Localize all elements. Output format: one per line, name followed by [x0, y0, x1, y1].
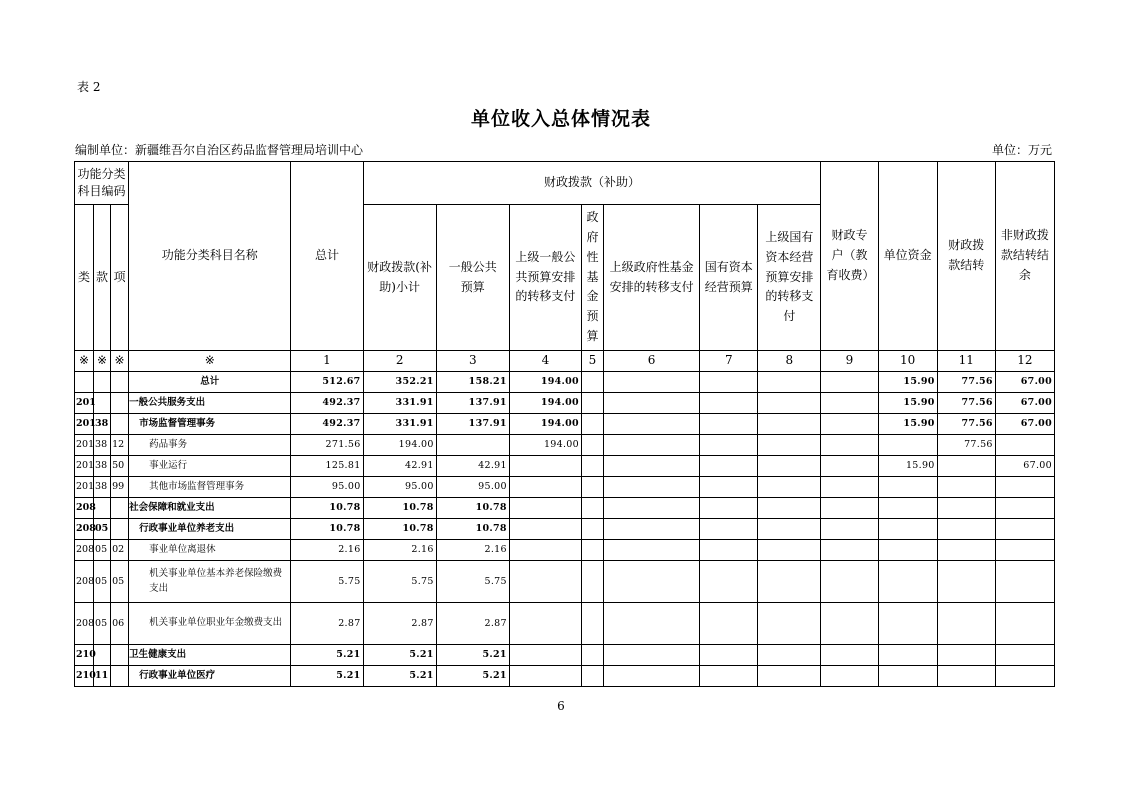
amount-cell — [821, 435, 878, 456]
code-kuan-cell: 11 — [94, 666, 111, 687]
table-row — [75, 456, 1055, 477]
amount-cell — [758, 540, 821, 561]
subject-name-cell: 药品事务 — [129, 435, 291, 456]
amount-cell: 194.00 — [509, 435, 581, 456]
amount-cell — [878, 477, 937, 498]
income-table — [74, 161, 1055, 687]
amount-cell — [937, 498, 995, 519]
code-xiang-cell — [111, 519, 129, 540]
amount-cell — [509, 603, 581, 645]
code-lei-cell: 208 — [75, 561, 94, 603]
header-kuan: 款 — [94, 205, 111, 351]
amount-cell: 10.78 — [436, 498, 509, 519]
amount-cell — [700, 645, 758, 666]
amount-cell — [995, 477, 1054, 498]
amount-cell — [604, 666, 700, 687]
amount-cell — [700, 561, 758, 603]
header-general-budget: 一般公共预算 — [436, 205, 509, 351]
amount-cell — [821, 603, 878, 645]
amount-cell — [821, 540, 878, 561]
amount-cell: 15.90 — [878, 372, 937, 393]
amount-cell: 352.21 — [363, 372, 436, 393]
code-lei-cell: 210 — [75, 666, 94, 687]
currency-unit: 单位：万元 — [991, 143, 1052, 157]
amount-cell — [604, 393, 700, 414]
subject-name-cell: 行政事业单位医疗 — [129, 666, 291, 687]
amount-cell — [758, 477, 821, 498]
amount-cell — [821, 645, 878, 666]
amount-cell — [821, 372, 878, 393]
amount-cell — [604, 540, 700, 561]
column-index-cell: 6 — [604, 351, 700, 372]
code-xiang-cell — [111, 372, 129, 393]
column-index-cell: 9 — [821, 351, 878, 372]
code-lei-cell: 201 — [75, 393, 94, 414]
header-upper-general-transfer: 上级一般公共预算安排的转移支付 — [509, 205, 581, 351]
amount-cell — [509, 519, 581, 540]
amount-cell: 5.75 — [436, 561, 509, 603]
amount-cell: 67.00 — [995, 456, 1054, 477]
amount-cell — [604, 456, 700, 477]
subject-name-cell: 机关事业单位基本养老保险缴费支出 — [129, 561, 291, 603]
code-xiang-cell — [111, 666, 129, 687]
amount-cell — [700, 477, 758, 498]
subject-name-cell: 一般公共服务支出 — [129, 393, 291, 414]
header-total: 总计 — [291, 162, 363, 351]
amount-cell — [604, 414, 700, 435]
table-row — [75, 540, 1055, 561]
amount-cell: 10.78 — [291, 519, 363, 540]
amount-cell: 2.16 — [363, 540, 436, 561]
amount-cell — [581, 372, 603, 393]
amount-cell — [604, 435, 700, 456]
code-kuan-cell: 38 — [94, 456, 111, 477]
amount-cell: 2.87 — [291, 603, 363, 645]
code-kuan-cell — [94, 645, 111, 666]
amount-cell — [937, 603, 995, 645]
subject-name-cell: 行政事业单位养老支出 — [129, 519, 291, 540]
amount-cell — [581, 498, 603, 519]
amount-cell: 77.56 — [937, 414, 995, 435]
header-code-group: 功能分类科目编码 — [75, 162, 129, 205]
header-state-capital: 国有资本经营预算 — [700, 205, 758, 351]
subject-name-cell: 其他市场监督管理事务 — [129, 477, 291, 498]
amount-cell — [509, 540, 581, 561]
amount-cell: 15.90 — [878, 414, 937, 435]
amount-cell — [995, 645, 1054, 666]
amount-cell — [821, 414, 878, 435]
amount-cell — [581, 456, 603, 477]
amount-cell: 5.75 — [363, 561, 436, 603]
amount-cell: 194.00 — [509, 372, 581, 393]
subject-name-cell: 机关事业单位职业年金缴费支出 — [129, 603, 291, 645]
amount-cell — [700, 498, 758, 519]
amount-cell — [604, 498, 700, 519]
amount-cell — [700, 414, 758, 435]
code-kuan-cell: 05 — [94, 561, 111, 603]
amount-cell: 67.00 — [995, 372, 1054, 393]
column-index-cell: 5 — [581, 351, 603, 372]
amount-cell — [436, 435, 509, 456]
amount-cell — [758, 372, 821, 393]
amount-cell — [758, 561, 821, 603]
page-title: 单位收入总体情况表 — [470, 108, 651, 130]
amount-cell — [509, 645, 581, 666]
table-row — [75, 372, 1055, 393]
amount-cell — [937, 477, 995, 498]
code-lei-cell: 201 — [75, 435, 94, 456]
amount-cell: 2.16 — [291, 540, 363, 561]
compiling-unit: 编制单位：新疆维吾尔自治区药品监督管理局培训中心 — [75, 143, 364, 157]
code-kuan-cell: 38 — [94, 435, 111, 456]
amount-cell — [581, 519, 603, 540]
amount-cell: 194.00 — [509, 414, 581, 435]
header-unit-funds: 单位资金 — [878, 162, 937, 351]
page-number: 6 — [557, 699, 565, 713]
header-upper-state-capital-transfer: 上级国有资本经营预算安排的转移支付 — [758, 205, 821, 351]
amount-cell: 512.67 — [291, 372, 363, 393]
amount-cell — [995, 540, 1054, 561]
amount-cell — [878, 519, 937, 540]
table-row — [75, 666, 1055, 687]
amount-cell — [509, 477, 581, 498]
header-gov-fund-budget: 政府性基金预算 — [581, 205, 603, 351]
amount-cell — [878, 666, 937, 687]
amount-cell: 331.91 — [363, 414, 436, 435]
amount-cell — [581, 561, 603, 603]
amount-cell — [758, 645, 821, 666]
code-kuan-cell: 38 — [94, 414, 111, 435]
amount-cell — [878, 603, 937, 645]
amount-cell — [937, 666, 995, 687]
table-row — [75, 393, 1055, 414]
code-xiang-cell — [111, 393, 129, 414]
amount-cell — [878, 435, 937, 456]
column-index-cell: 2 — [363, 351, 436, 372]
code-lei-cell: 208 — [75, 603, 94, 645]
code-kuan-cell — [94, 393, 111, 414]
amount-cell — [604, 477, 700, 498]
amount-cell — [821, 561, 878, 603]
table-label: 表 2 — [77, 80, 101, 94]
table-row — [75, 414, 1055, 435]
amount-cell: 2.87 — [363, 603, 436, 645]
amount-cell — [937, 561, 995, 603]
column-index-cell: 3 — [436, 351, 509, 372]
amount-cell: 331.91 — [363, 393, 436, 414]
code-xiang-cell: 99 — [111, 477, 129, 498]
column-index-cell: 10 — [878, 351, 937, 372]
amount-cell — [821, 456, 878, 477]
amount-cell — [581, 666, 603, 687]
amount-cell — [700, 456, 758, 477]
header-fiscal-subtotal: 财政拨款(补助)小计 — [363, 205, 436, 351]
amount-cell — [700, 372, 758, 393]
amount-cell: 10.78 — [363, 498, 436, 519]
amount-cell — [878, 498, 937, 519]
amount-cell: 125.81 — [291, 456, 363, 477]
column-index-cell: ※ — [129, 351, 291, 372]
amount-cell — [758, 666, 821, 687]
amount-cell — [509, 666, 581, 687]
code-lei-cell: 201 — [75, 456, 94, 477]
header-special-edu: 财政专户（教育收费） — [821, 162, 878, 351]
amount-cell: 15.90 — [878, 456, 937, 477]
amount-cell — [604, 561, 700, 603]
table-row — [75, 519, 1055, 540]
amount-cell — [995, 435, 1054, 456]
table-body — [75, 372, 1055, 687]
amount-cell — [604, 372, 700, 393]
column-index-cell: 4 — [509, 351, 581, 372]
amount-cell — [758, 456, 821, 477]
amount-cell — [758, 498, 821, 519]
header-fiscal-carryover: 财政拨款结转 — [937, 162, 995, 351]
amount-cell: 95.00 — [363, 477, 436, 498]
subject-name-cell: 社会保障和就业支出 — [129, 498, 291, 519]
code-lei-cell — [75, 372, 94, 393]
amount-cell: 137.91 — [436, 393, 509, 414]
amount-cell: 10.78 — [436, 519, 509, 540]
header-upper-fund-transfer: 上级政府性基金安排的转移支付 — [604, 205, 700, 351]
amount-cell: 77.56 — [937, 372, 995, 393]
code-xiang-cell — [111, 498, 129, 519]
column-index-cell: 8 — [758, 351, 821, 372]
amount-cell — [700, 603, 758, 645]
amount-cell: 42.91 — [436, 456, 509, 477]
code-xiang-cell: 12 — [111, 435, 129, 456]
amount-cell — [821, 666, 878, 687]
header-name: 功能分类科目名称 — [129, 162, 291, 351]
amount-cell: 67.00 — [995, 414, 1054, 435]
subject-name-cell: 卫生健康支出 — [129, 645, 291, 666]
amount-cell — [700, 393, 758, 414]
amount-cell — [700, 435, 758, 456]
code-lei-cell: 208 — [75, 498, 94, 519]
amount-cell — [758, 393, 821, 414]
amount-cell — [878, 561, 937, 603]
amount-cell: 5.21 — [436, 666, 509, 687]
table-row — [75, 498, 1055, 519]
amount-cell: 77.56 — [937, 393, 995, 414]
amount-cell: 2.87 — [436, 603, 509, 645]
amount-cell — [821, 519, 878, 540]
amount-cell: 5.21 — [291, 645, 363, 666]
amount-cell: 194.00 — [363, 435, 436, 456]
amount-cell — [758, 519, 821, 540]
amount-cell — [878, 540, 937, 561]
column-index-cell: ※ — [94, 351, 111, 372]
amount-cell — [937, 540, 995, 561]
column-index-cell: 12 — [995, 351, 1054, 372]
table-row — [75, 561, 1055, 603]
amount-cell: 77.56 — [937, 435, 995, 456]
amount-cell — [509, 456, 581, 477]
column-index-cell: 7 — [700, 351, 758, 372]
code-kuan-cell: 38 — [94, 477, 111, 498]
amount-cell — [604, 603, 700, 645]
amount-cell — [700, 519, 758, 540]
amount-cell — [995, 666, 1054, 687]
amount-cell: 42.91 — [363, 456, 436, 477]
header-xiang: 项 — [111, 205, 129, 351]
code-kuan-cell: 05 — [94, 540, 111, 561]
header-fiscal-group: 财政拨款（补助） — [363, 162, 821, 205]
subject-name-cell: 总计 — [129, 372, 291, 393]
code-kuan-cell: 05 — [94, 519, 111, 540]
code-xiang-cell: 50 — [111, 456, 129, 477]
subject-name-cell: 事业运行 — [129, 456, 291, 477]
amount-cell — [758, 414, 821, 435]
amount-cell — [821, 477, 878, 498]
amount-cell: 194.00 — [509, 393, 581, 414]
code-xiang-cell: 05 — [111, 561, 129, 603]
amount-cell — [581, 645, 603, 666]
amount-cell — [878, 645, 937, 666]
header-lei: 类 — [75, 205, 94, 351]
column-index-cell: ※ — [111, 351, 129, 372]
amount-cell — [581, 477, 603, 498]
amount-cell: 10.78 — [291, 498, 363, 519]
amount-cell — [937, 519, 995, 540]
code-lei-cell: 201 — [75, 477, 94, 498]
amount-cell — [581, 540, 603, 561]
amount-cell — [700, 540, 758, 561]
code-lei-cell: 208 — [75, 519, 94, 540]
amount-cell — [604, 645, 700, 666]
code-lei-cell: 210 — [75, 645, 94, 666]
amount-cell: 5.21 — [436, 645, 509, 666]
column-index-row — [75, 351, 1055, 372]
amount-cell — [509, 561, 581, 603]
amount-cell: 5.21 — [363, 666, 436, 687]
column-index-cell: ※ — [75, 351, 94, 372]
amount-cell — [700, 666, 758, 687]
amount-cell — [581, 603, 603, 645]
amount-cell: 15.90 — [878, 393, 937, 414]
amount-cell — [937, 456, 995, 477]
amount-cell — [821, 498, 878, 519]
table-row — [75, 435, 1055, 456]
amount-cell — [995, 603, 1054, 645]
code-kuan-cell — [94, 372, 111, 393]
amount-cell — [995, 498, 1054, 519]
code-lei-cell: 208 — [75, 540, 94, 561]
amount-cell — [758, 435, 821, 456]
amount-cell: 2.16 — [436, 540, 509, 561]
code-xiang-cell: 06 — [111, 603, 129, 645]
amount-cell — [581, 435, 603, 456]
amount-cell: 5.21 — [291, 666, 363, 687]
code-kuan-cell — [94, 498, 111, 519]
amount-cell — [509, 498, 581, 519]
code-xiang-cell — [111, 645, 129, 666]
amount-cell: 5.21 — [363, 645, 436, 666]
amount-cell: 158.21 — [436, 372, 509, 393]
amount-cell: 271.56 — [291, 435, 363, 456]
column-index-cell: 1 — [291, 351, 363, 372]
column-index-cell: 11 — [937, 351, 995, 372]
amount-cell — [995, 561, 1054, 603]
amount-cell: 95.00 — [291, 477, 363, 498]
amount-cell: 492.37 — [291, 414, 363, 435]
amount-cell — [604, 519, 700, 540]
amount-cell: 492.37 — [291, 393, 363, 414]
amount-cell: 95.00 — [436, 477, 509, 498]
amount-cell — [821, 393, 878, 414]
header-nonfiscal-carryover: 非财政拨款结转结余 — [995, 162, 1054, 351]
code-kuan-cell: 05 — [94, 603, 111, 645]
subject-name-cell: 市场监督管理事务 — [129, 414, 291, 435]
amount-cell — [995, 519, 1054, 540]
table-row — [75, 603, 1055, 645]
code-lei-cell: 201 — [75, 414, 94, 435]
amount-cell: 67.00 — [995, 393, 1054, 414]
amount-cell — [758, 603, 821, 645]
code-xiang-cell — [111, 414, 129, 435]
amount-cell — [581, 393, 603, 414]
code-xiang-cell: 02 — [111, 540, 129, 561]
amount-cell — [581, 414, 603, 435]
amount-cell: 10.78 — [363, 519, 436, 540]
amount-cell: 137.91 — [436, 414, 509, 435]
amount-cell — [937, 645, 995, 666]
subject-name-cell: 事业单位离退休 — [129, 540, 291, 561]
amount-cell: 5.75 — [291, 561, 363, 603]
table-row — [75, 645, 1055, 666]
table-row — [75, 477, 1055, 498]
